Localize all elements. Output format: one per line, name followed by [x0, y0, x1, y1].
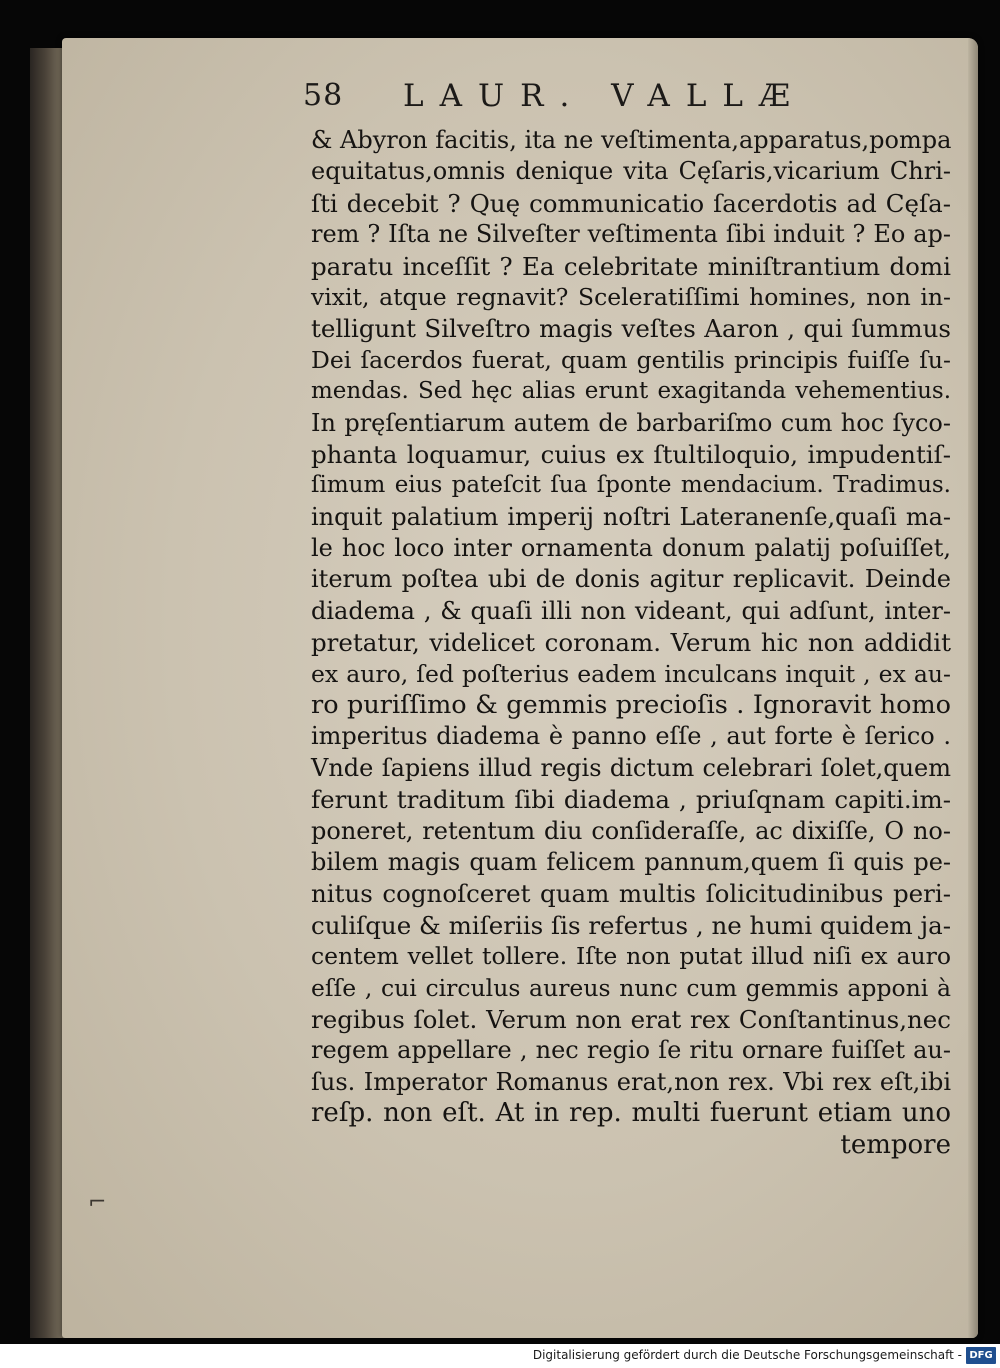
- page-edge: [968, 38, 978, 1338]
- page-header: [293, 72, 853, 122]
- text-line: nitus cognoſceret quam multis ſolicitudinibus peri-: [311, 879, 951, 909]
- footer-bar: [0, 1344, 1000, 1368]
- text-line: eſſe , cui circulus aureus nunc cum gemmis apponi à: [311, 973, 951, 1002]
- text-line: imperitus diadema è panno eſſe , aut forte è ſerico .: [311, 722, 951, 751]
- text-line: ex auro, ſed poſterius eadem inculcans inquit , ex au-: [311, 659, 951, 688]
- text-line: paratu inceſſit ? Ea celebritate miniſtrantium domi: [311, 251, 951, 281]
- text-line: equitatus,omnis denique vita Cęſaris,vicarium Chri-: [311, 157, 951, 186]
- text-line: inquit palatium imperij noſtri Lateranenſe,quaſi ma-: [311, 502, 951, 531]
- text-line: telligunt Silveſtro magis veſtes Aaron , qui ſummus: [311, 314, 951, 344]
- page-number: 58: [303, 78, 344, 113]
- text-line: In pręſentiarum autem de barbariſmo cum hoc ſyco-: [311, 408, 951, 437]
- text-line: iterum poſtea ubi de donis agitur replicavit. Deinde: [311, 565, 951, 594]
- text-line: & Abyron facitis, ita ne veſtimenta,apparatus,pompa: [311, 126, 952, 154]
- margin-mark: ⌐: [88, 1190, 107, 1215]
- text-line: bilem magis quam felicem pannum,quem ſi quis pe-: [311, 847, 951, 876]
- text-line: ſus. Imperator Romanus erat,non rex. Vbi rex eſt,ibi: [311, 1067, 951, 1096]
- text-line: ſti decebit ? Quę communicatio ſacerdotis ad Cęſa-: [311, 188, 951, 218]
- text-line: pretatur, videlicet coronam. Verum hic non addidit: [311, 628, 951, 658]
- text-line: rem ? Iſta ne Silveſter veſtimenta ſibi induit ? Eo ap-: [311, 220, 951, 249]
- dfg-logo[interactable]: DFG: [966, 1347, 996, 1364]
- text-line: ferunt traditum ſibi diadema , priuſqnam capiti.im-: [311, 785, 951, 815]
- text-line: mendas. Sed hęc alias erunt exagitanda vehementius.: [311, 378, 951, 405]
- text-line: diadema , & quaſi illi non videant, qui adſunt, inter-: [311, 596, 951, 625]
- text-line: Vnde ſapiens illud regis dictum celebrari ſolet,quem: [311, 753, 951, 782]
- text-line: regibus ſolet. Verum non erat rex Conſtantinus,nec: [311, 1004, 951, 1034]
- text-line: reſp. non eſt. At in rep. multi fuerunt etiam uno: [311, 1098, 951, 1129]
- text-line: le hoc loco inter ornamenta donum palatij poſuiſſet,: [311, 534, 951, 563]
- body-text: [311, 125, 951, 1161]
- text-line: Dei ſacerdos fuerat, quam gentilis principis fuiſſe ſu-: [311, 345, 951, 374]
- footer-credit: Digitalisierung gefördert durch die Deutsche Forschungsgemeinschaft -: [532, 1348, 962, 1362]
- text-line: poneret, retentum diu conſideraſſe, ac dixiſſe, O no-: [311, 816, 951, 845]
- text-line: culiſque & miſeriis ſis refertus , ne humi quidem ja-: [311, 910, 951, 940]
- text-line: centem vellet tollere. Iſte non putat illud niſi ex auro: [311, 942, 951, 971]
- text-line: ro puriſſimo & gemmis precioſis . Ignoravit homo: [311, 690, 951, 721]
- text-line: ſimum eius pateſcit ſua ſponte mendacium. Tradimus.: [311, 472, 951, 499]
- text-line: regem appellare , nec regio ſe ritu ornare fuiſſet au-: [311, 1036, 951, 1065]
- catchword: tempore: [840, 1129, 951, 1160]
- text-line: phanta loquamur, cuius ex ſtultiloquio, impudentiſ-: [311, 439, 951, 469]
- text-line: vixit, atque regnavit? Sceleratiſſimi homines, non in-: [311, 282, 951, 311]
- running-head: LAUR. VALLÆ: [403, 78, 807, 114]
